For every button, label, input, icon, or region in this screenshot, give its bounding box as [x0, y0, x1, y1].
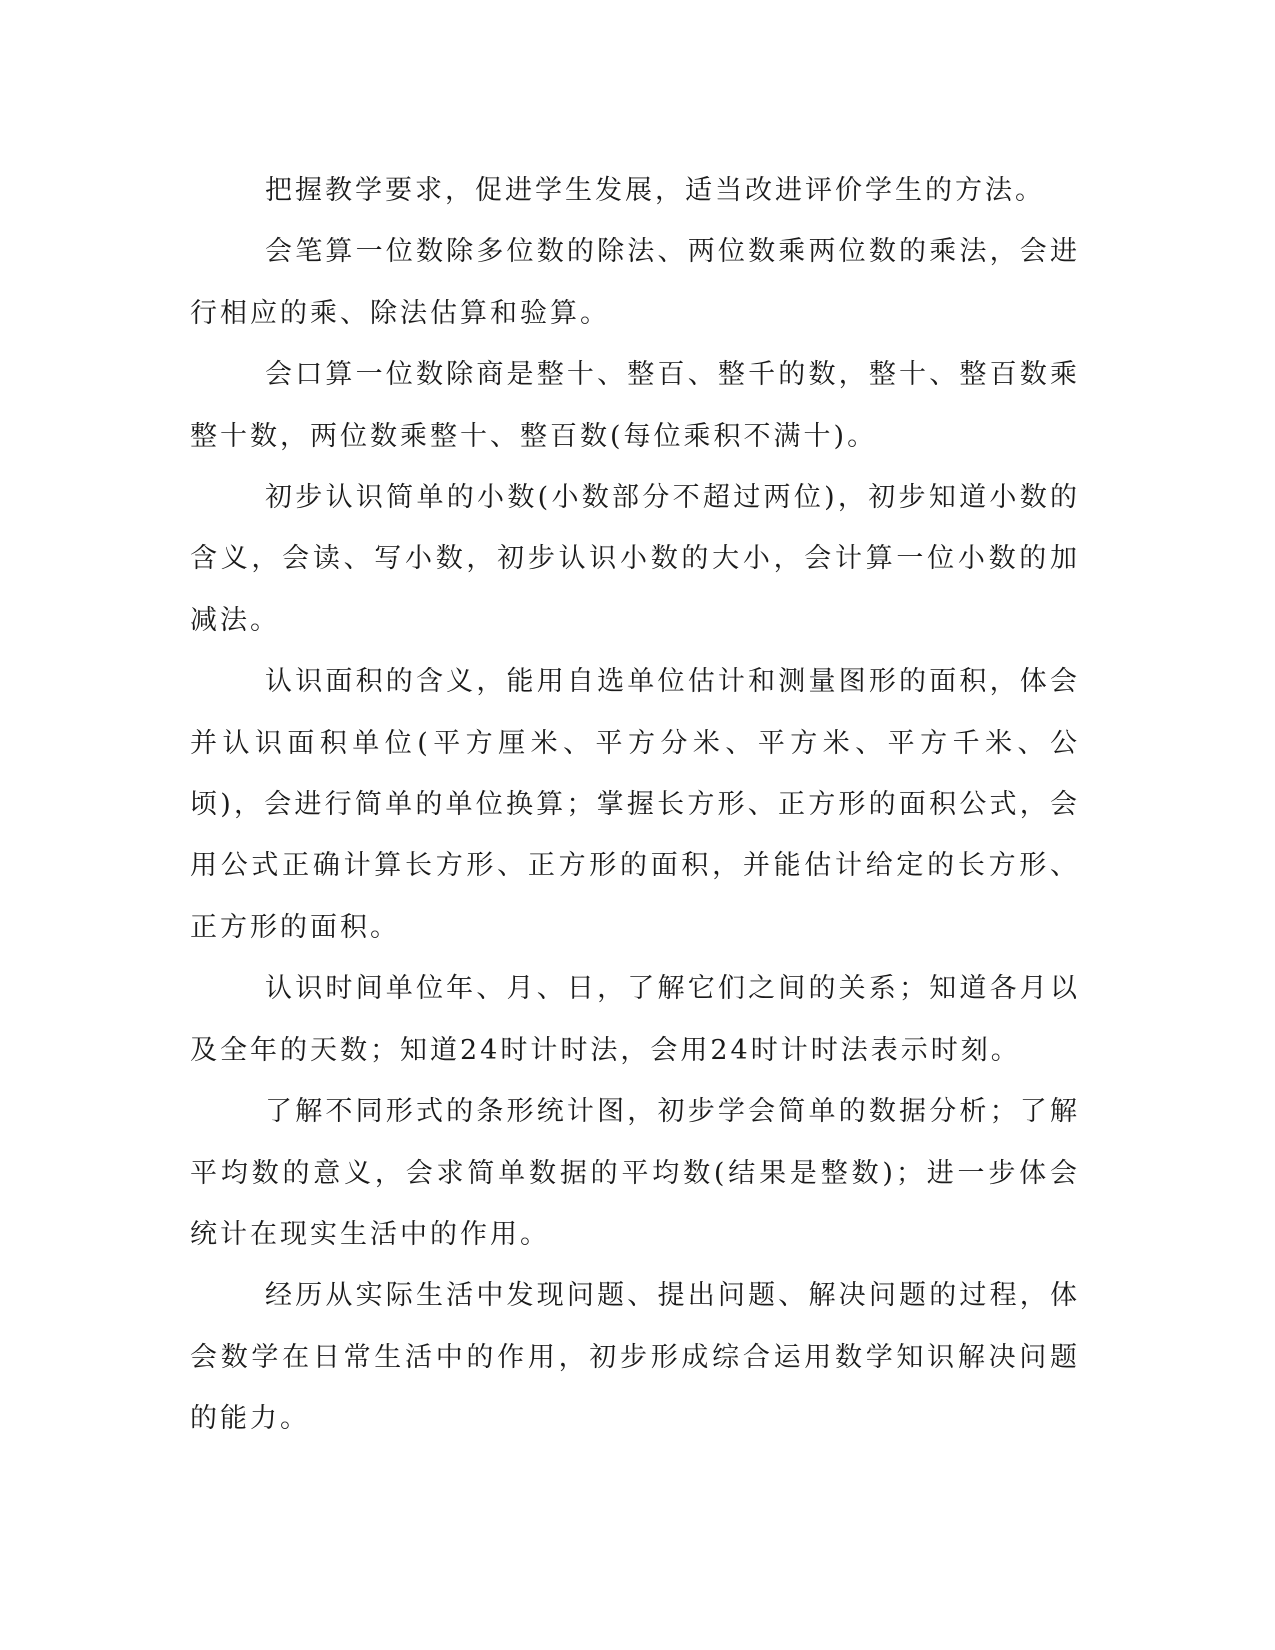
paragraph: 认识面积的含义，能用自选单位估计和测量图形的面积，体会并认识面积单位(平方厘米、平方分米、平方米、平方千米、公顷)，会进行简单的单位换算；掌握长方形、正方形的面积公式，会用公式正确计算长方形、正方形的面积，并能估计给定的长方形、正方形的面积。	[190, 666, 1080, 943]
paragraph: 了解不同形式的条形统计图，初步学会简单的数据分析；了解平均数的意义，会求简单数据的平均数(结果是整数)；进一步体会统计在现实生活中的作用。	[190, 1096, 1080, 1250]
paragraph: 初步认识简单的小数(小数部分不超过两位)，初步知道小数的含义，会读、写小数，初步认识小数的大小，会计算一位小数的加减法。	[190, 482, 1080, 636]
paragraph: 认识时间单位年、月、日，了解它们之间的关系；知道各月以及全年的天数；知道24时计时法，会用24时计时法表示时刻。	[190, 973, 1080, 1066]
paragraph: 把握教学要求，促进学生发展，适当改进评价学生的方法。	[265, 175, 1045, 206]
paragraph: 会口算一位数除商是整十、整百、整千的数，整十、整百数乘整十数，两位数乘整十、整百数(每位乘积不满十)。	[190, 359, 1080, 452]
paragraph: 会笔算一位数除多位数的除法、两位数乘两位数的乘法，会进行相应的乘、除法估算和验算。	[190, 236, 1080, 329]
body-text	[190, 160, 1080, 1450]
paragraph: 经历从实际生活中发现问题、提出问题、解决问题的过程，体会数学在日常生活中的作用，初步形成综合运用数学知识解决问题的能力。	[190, 1280, 1080, 1435]
